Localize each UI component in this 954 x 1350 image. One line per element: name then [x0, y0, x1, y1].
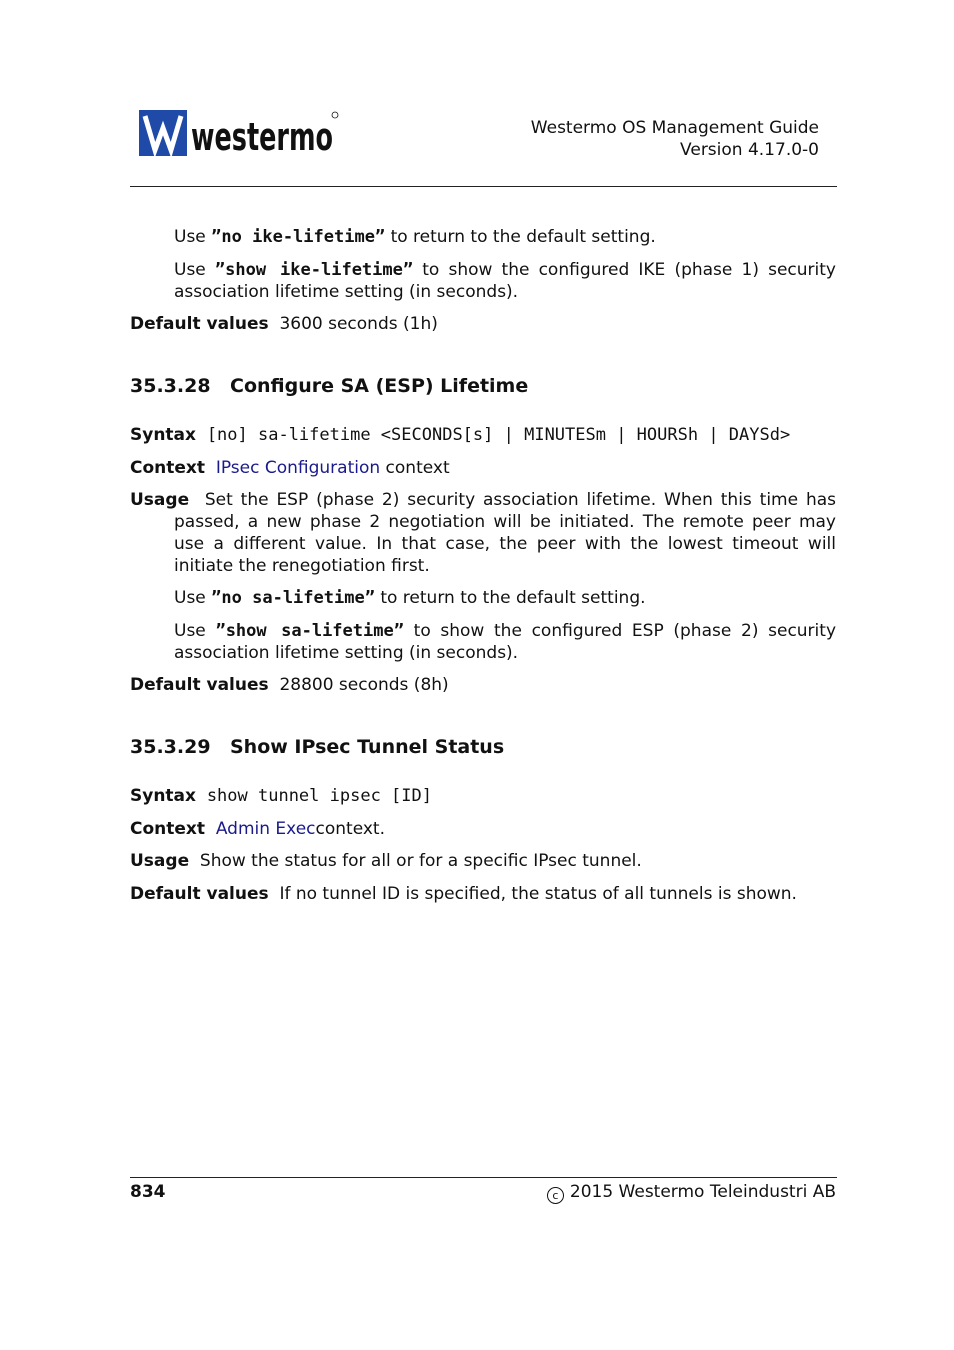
esp-syntax	[130, 424, 836, 446]
syntax-label: Syntax	[130, 425, 196, 445]
command-no-ike-lifetime: ”no ike-lifetime”	[211, 227, 386, 247]
syntax-value: show tunnel ipsec [ID]	[206, 786, 432, 806]
use-show-ike-lifetime: Use ”show ike-lifetime” to show the configured IKE (phase 1) security association lifetime setting (in seconds).	[174, 260, 836, 302]
header-rule	[130, 186, 837, 187]
admin-exec-link[interactable]: Admin Exec	[215, 819, 316, 839]
command-show-ike-lifetime: ”show ike-lifetime”	[214, 260, 414, 280]
tunnel-context: Context Admin Execcontext.	[130, 819, 385, 839]
footer-rule	[130, 1177, 837, 1178]
default-values-label: Default values	[130, 675, 269, 695]
section-heading-tunnel-status: 35.3.29 Show IPsec Tunnel Status	[130, 736, 505, 758]
esp-default-values: Default values 28800 seconds (8h)	[130, 675, 449, 695]
default-values-label: Default values	[130, 314, 269, 334]
esp-context: Context IPsec Configuration context	[130, 458, 450, 478]
command-show-sa-lifetime: ”show sa-lifetime”	[215, 621, 404, 641]
usage-label: Usage	[130, 851, 190, 871]
usage-label: Usage	[130, 490, 190, 510]
use-no-sa-lifetime: Use ”no sa-lifetime” to return to the default setting.	[174, 588, 646, 608]
default-values-label: Default values	[130, 884, 269, 904]
use-no-ike-lifetime: Use ”no ike-lifetime” to return to the default setting.	[174, 227, 656, 247]
page-number: 834	[130, 1182, 166, 1202]
copyright-icon: c	[547, 1187, 564, 1204]
logo-wordmark: westermo	[191, 115, 333, 159]
tunnel-usage: Usage Show the status for all or for a specific IPsec tunnel.	[130, 851, 642, 871]
context-label: Context	[130, 819, 206, 839]
ike-default-values: Default values 3600 seconds (1h)	[130, 314, 438, 334]
section-heading-esp-lifetime: 35.3.28 Configure SA (ESP) Lifetime	[130, 375, 529, 397]
guide-title: Westermo OS Management Guide	[530, 118, 819, 138]
command-no-sa-lifetime: ”no sa-lifetime”	[211, 588, 375, 608]
tunnel-syntax	[130, 785, 836, 807]
syntax-label: Syntax	[130, 786, 196, 806]
guide-version: Version 4.17.0-0	[680, 140, 819, 160]
use-show-sa-lifetime: Use ”show sa-lifetime” to show the configured ESP (phase 2) security association lifetime setting (in seconds).	[174, 621, 837, 663]
tunnel-default-values: Default values If no tunnel ID is specified, the status of all tunnels is shown.	[130, 884, 797, 904]
header-text	[531, 117, 819, 161]
syntax-value: [no] sa-lifetime <SECONDS[s] | MINUTESm | HOURSh | DAYSd>	[206, 425, 791, 445]
ipsec-configuration-link[interactable]: IPsec Configuration	[215, 458, 381, 478]
copyright: c 2015 Westermo Teleindustri AB	[547, 1182, 836, 1204]
context-label: Context	[130, 458, 206, 478]
westermo-logo	[139, 110, 339, 158]
esp-usage: Usage Set the ESP (phase 2) security association lifetime. When this time has passed, a new phase 2 negotiation will be initiated. The remote peer may use a different value. In that case, the peer with the lowest timeout will initiate the renegotiation first.	[130, 490, 836, 576]
